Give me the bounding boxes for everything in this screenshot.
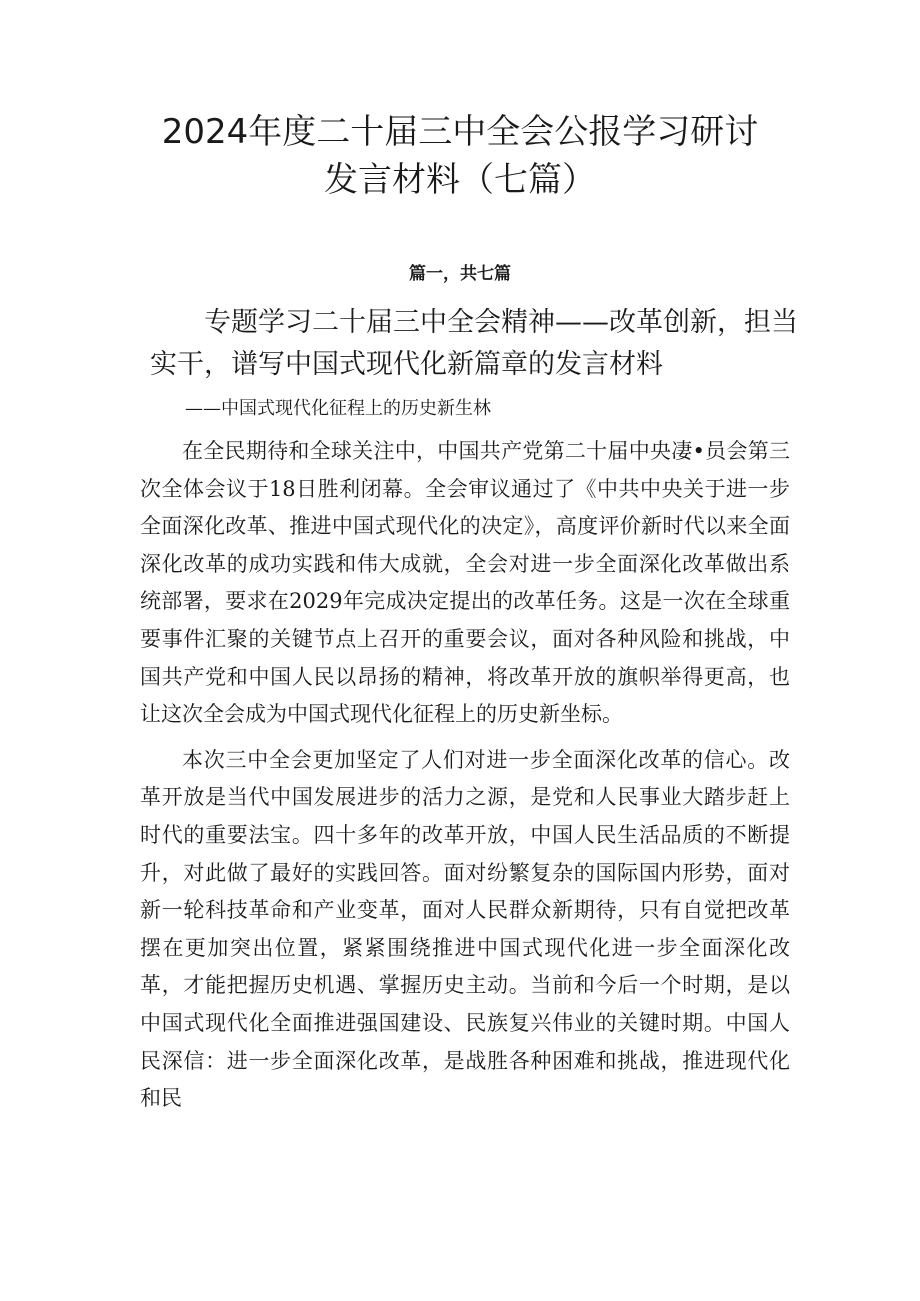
section-label: 篇一，共七篇 bbox=[409, 264, 511, 284]
article-heading-line-1: 专题学习二十届三中全会精神——改革创新，担当 bbox=[204, 307, 798, 338]
paragraph-1: 在全民期待和全球关注中，中国共产党第二十届中央凄•员会第三次全体会议于18日胜利闭幕。全会审议通过了《中共中央关于进一步全面深化改革、推进中国式现代化的决定》，高度评价新时代以来全面深化改革的成功实践和伟大成就，全会对进一步全面深化改革做出系统部署，要求在2029年完成决定提出的改革任务。这是一次在全球重要事件汇聚的关键节点上召开的重要会议，面对各种风险和挑战，中国共产党和中国人民以昂扬的精神，将改革开放的旗帜举得更高，也让这次全会成为中国式现代化征程上的历史新坐标。 bbox=[140, 439, 790, 727]
body-text bbox=[140, 433, 790, 1118]
article-subtitle: ——中国式现代化征程上的历史新生林 bbox=[185, 398, 491, 419]
paragraph-2: 本次三中全会更加坚定了人们对进一步全面深化改革的信心。改革开放是当代中国发展进步的活力之源，是党和人民事业大踏步赶上时代的重要法宝。四十多年的改革开放，中国人民生活品质的不断提升，对此做了最好的实践回答。面对纷繁复杂的国际国内形势，面对新一轮科技革命和产业变革，面对人民群众新期待，只有自觉把改革摆在更加突出位置，紧紧围绕推进中国式现代化进一步全面深化改革，才能把握历史机遇、掌握历史主动。当前和今后一个时期，是以中国式现代化全面推进强国建设、民族复兴伟业的关键时期。中国人民深信：进一步全面深化改革，是战胜各种困难和挑战，推进现代化和民 bbox=[140, 747, 790, 1111]
article-heading-line-2: 实干，谱写中国式现代化新篇章的发言材料 bbox=[150, 349, 663, 380]
article-heading bbox=[150, 302, 798, 386]
document-title: 2024年度二十届三中全会公报学习研讨发言材料（七篇） bbox=[161, 112, 759, 200]
